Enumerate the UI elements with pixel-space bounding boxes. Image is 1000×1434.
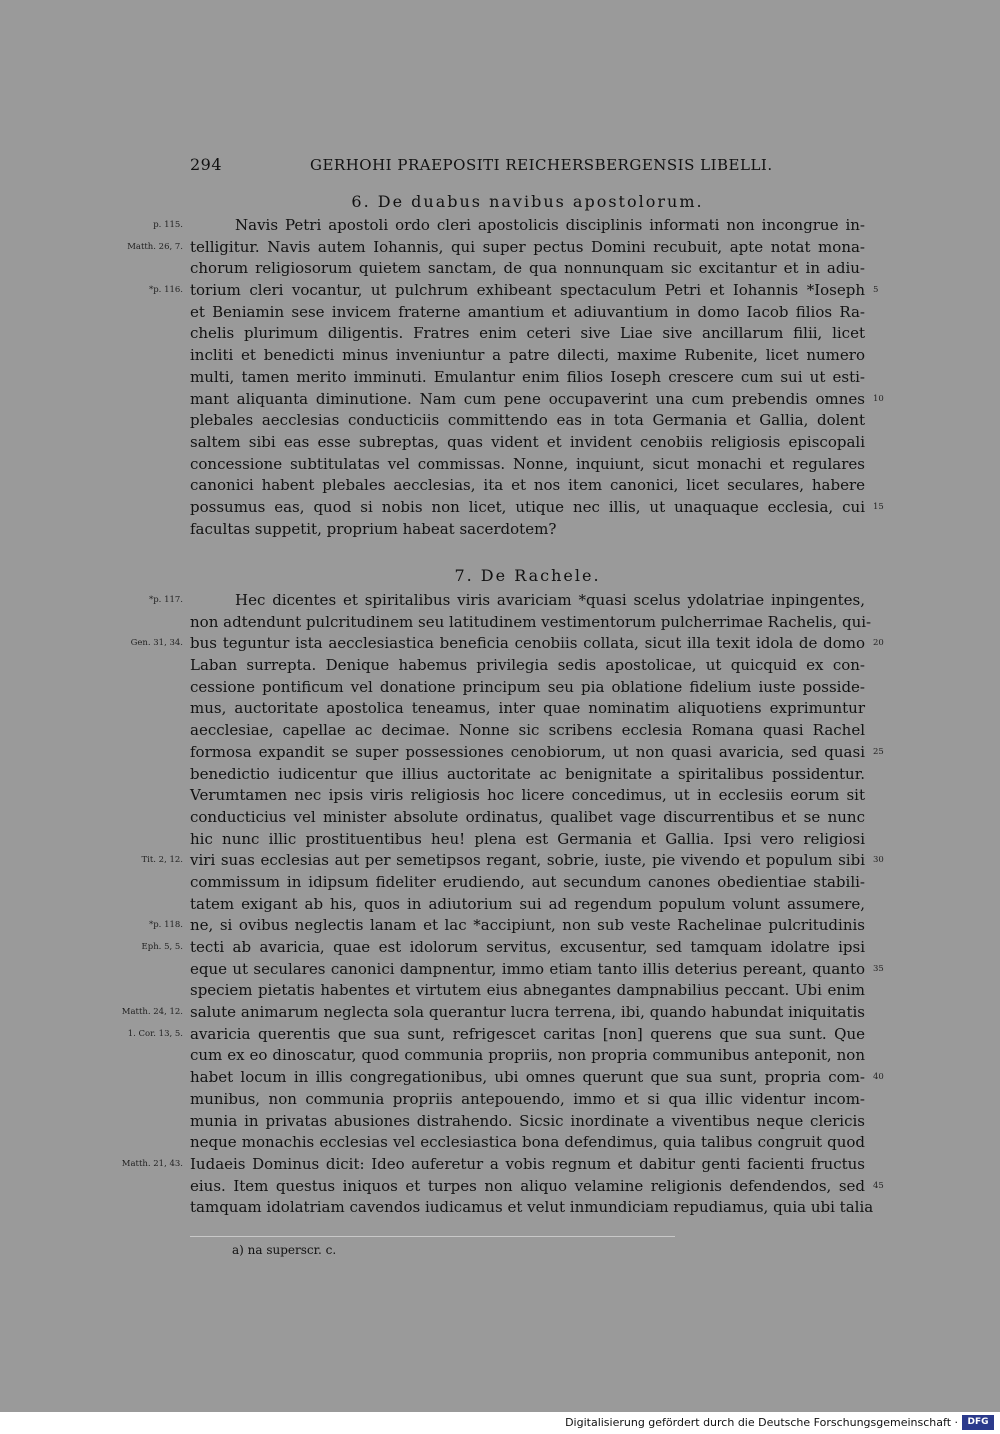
text-line: plebales aecclesias conducticiis committendo eas in tota Germania et Gallia, dolent bbox=[190, 411, 865, 430]
text-line: viri suas ecclesias aut per semetipsos regant, sobrie, iuste, pie vivendo et populum sibi Tit. 2, 12. 30 bbox=[190, 850, 865, 872]
line-number: 25 bbox=[873, 746, 884, 757]
text-line: saltem sibi eas esse subreptas, quas vident et invident cenobiis religiosis episcopali bbox=[190, 432, 865, 451]
margin-reference: *p. 118. bbox=[148, 920, 183, 931]
text-line: aecclesiae, capellae ac decimae. Nonne sic scribens ecclesia Romana quasi Rachel bbox=[190, 721, 865, 740]
text-line: cessione pontificum vel donatione principum seu pia oblatione fidelium iuste posside- bbox=[190, 677, 865, 696]
page-header bbox=[190, 155, 865, 179]
line-number: 40 bbox=[873, 1072, 884, 1083]
text-line: chorum religiosorum quietem sanctam, de qua nonnunquam sic excitantur et in adiu- bbox=[190, 259, 865, 278]
text-line: formosa expandit se super possessiones cenobiorum, ut non quasi avaricia, sed quasi 25 bbox=[190, 742, 865, 764]
text-line: habet locum in illis congregationibus, ubi omnes querunt que sua sunt, propria com- 40 bbox=[190, 1067, 865, 1089]
margin-reference: *p. 117. bbox=[148, 595, 183, 605]
page-number: 294 bbox=[190, 155, 223, 174]
text-line: avaricia querentis que sua sunt, refrigescet caritas [non] querens que sua sunt. Que 1. Cor. 13, 5. bbox=[190, 1024, 865, 1046]
text-line: Hec dicentes et spiritalibus viris avariciam *quasi scelus ydolatriae inpingentes, *p. 117. bbox=[190, 590, 865, 612]
margin-reference: Tit. 2, 12. bbox=[141, 855, 183, 866]
text-line: munia in privatas abusiones distrahendo. Sicsic inordinate a viventibus neque clericis bbox=[190, 1111, 865, 1130]
text-line: torium cleri vocantur, ut pulchrum exhibeant spectaculum Petri et Iohannis *Ioseph *p. 116. 5 bbox=[190, 280, 865, 302]
text-line: eque ut seculares canonici dampnentur, immo etiam tanto illis deterius pereant, quanto 35 bbox=[190, 959, 865, 981]
text-line: Verumtamen nec ipsis viris religiosis hoc licere concedimus, ut in ecclesiis eorum sit bbox=[190, 786, 865, 805]
section-6-heading: 6. De duabus navibus apostolorum. bbox=[351, 192, 704, 211]
text-line: possumus eas, quod si nobis non licet, utique nec illis, ut unaquaque ecclesia, cui 15 bbox=[190, 497, 865, 519]
text-line: Iudaeis Dominus dicit: Ideo auferetur a vobis regnum et dabitur genti facienti fructus Matth. 21, 43. bbox=[190, 1154, 865, 1176]
text-line: tamquam idolatriam cavendos iudicamus et velut inmundiciam repudiamus, quia ubi talia bbox=[190, 1198, 874, 1217]
text-line: eius. Item questus iniquos et turpes non aliquo velamine religionis defendendos, sed 45 bbox=[190, 1176, 865, 1198]
margin-reference: *p. 116. bbox=[148, 285, 183, 296]
footnote: a) na superscr. c. bbox=[232, 1243, 337, 1257]
text-line: tatem exigant ab his, quos in adiutorium sui ad regendum populum volunt assumere, bbox=[190, 894, 865, 913]
text-line: telligitur. Navis autem Iohannis, qui super pectus Domini recubuit, apte notat mona- Matth. 26, 7. bbox=[190, 237, 865, 259]
margin-reference: 1. Cor. 13, 5. bbox=[127, 1028, 183, 1039]
text-line: incliti et benedicti minus inveniuntur a patre dilecti, maxime Rubenite, licet numero bbox=[190, 346, 865, 365]
section-6-text bbox=[127, 215, 884, 540]
text-line: mant aliquanta diminutione. Nam cum pene occupaverint una cum prebendis omnes 10 bbox=[190, 389, 865, 411]
text-line: benedictio iudicentur que illius auctoritate ac benignitate a spiritalibus possidentur. bbox=[190, 764, 865, 783]
text-line: commissum in idipsum fideliter erudiendo, aut secundum canones obedientiae stabili- bbox=[190, 872, 865, 891]
text-line: hic nunc illic prostituentibus heu! plena est Germania et Gallia. Ipsi vero religiosi bbox=[190, 829, 865, 848]
dfg-logo-icon: DFG bbox=[962, 1415, 994, 1430]
text-line: munibus, non communia propriis antepouendo, immo et si qua illic videntur incom- bbox=[190, 1089, 865, 1108]
funding-text: Digitalisierung gefördert durch die Deutsche Forschungsgemeinschaft · bbox=[565, 1416, 958, 1429]
section-7-heading: 7. De Rachele. bbox=[454, 566, 601, 585]
text-line: non adtendunt pulcritudinem seu latitudinem vestimentorum pulcherrimae Rachelis, qui- bbox=[190, 612, 872, 631]
margin-reference: Matth. 26, 7. bbox=[127, 241, 183, 252]
margin-reference: p. 115. bbox=[153, 220, 183, 230]
text-line: concessione subtitulatas vel commissas. Nonne, inquiunt, sicut monachi et regulares bbox=[190, 454, 865, 473]
line-number: 5 bbox=[873, 285, 879, 296]
margin-reference: Gen. 31, 34. bbox=[130, 638, 183, 649]
text-line: chelis plurimum diligentis. Fratres enim ceteri sive Liae sive ancillarum filii, licet bbox=[190, 324, 865, 343]
line-number: 35 bbox=[873, 963, 884, 974]
text-line: speciem pietatis habentes et virtutem eius abnegantes dampnabilius peccant. Ubi enim bbox=[190, 981, 865, 1000]
text-line: salute animarum neglecta sola querantur lucra terrena, ibi, quando habundat iniquitatis Matth. 24, 12. bbox=[190, 1002, 865, 1024]
text-line: mus, auctoritate apostolica teneamus, inter quae nominatim aliquotiens exprimuntur bbox=[190, 699, 865, 718]
margin-reference: Eph. 5, 5. bbox=[141, 942, 183, 952]
margin-reference: Matth. 24, 12. bbox=[121, 1007, 183, 1018]
line-number: 45 bbox=[873, 1180, 884, 1191]
text-line: tecti ab avaricia, quae est idolorum servitus, excusentur, sed tamquam idolatre ipsi Eph. 5, 5. bbox=[190, 937, 865, 959]
text-line: cum ex eo dinoscatur, quod communia propriis, non propria communibus anteponit, non bbox=[190, 1046, 865, 1065]
text-line: neque monachis ecclesias vel ecclesiastica bona defendimus, quia talibus congruit quod bbox=[190, 1133, 865, 1152]
text-line: Laban surrepta. Denique habemus privilegia sedis apostolicae, ut quicquid ex con- bbox=[190, 656, 865, 675]
text-line: canonici habent plebales aecclesias, ita et nos item canonici, licet seculares, habere bbox=[190, 476, 865, 495]
text-line: bus teguntur ista aecclesiastica beneficia cenobiis collata, sicut illa texit idola de domo Gen. 31, 34. 20 bbox=[190, 633, 865, 655]
footnote-rule bbox=[190, 1236, 675, 1237]
text-line: multi, tamen merito imminuti. Emulantur enim filios Ioseph crescere cum sui ut esti- bbox=[190, 367, 865, 386]
margin-reference: Matth. 21, 43. bbox=[121, 1158, 183, 1169]
text-line: ne, si ovibus neglectis lanam et lac *accipiunt, non sub veste Rachelinae pulcritudinis *p. 118. bbox=[190, 915, 865, 937]
funding-bar bbox=[0, 1412, 1000, 1434]
text-line: conducticius vel minister absolute ordinatus, qualibet vage discurrentibus et se nunc bbox=[190, 807, 865, 826]
line-number: 15 bbox=[873, 501, 884, 512]
text-line: facultas suppetit, proprium habeat sacerdotem? bbox=[190, 519, 557, 538]
line-number: 10 bbox=[873, 393, 884, 404]
line-number: 30 bbox=[873, 855, 884, 866]
line-number: 20 bbox=[873, 638, 884, 649]
running-title: GERHOHI PRAEPOSITI REICHERSBERGENSIS LIBELLI. bbox=[310, 156, 773, 174]
section-7-text bbox=[121, 590, 884, 1219]
text-line: et Beniamin sese invicem fraterne amantium et adiuvantium in domo Iacob filios Ra- bbox=[190, 302, 865, 321]
text-line: Navis Petri apostoli ordo cleri apostolicis disciplinis informati non incongrue in- p. 115. bbox=[190, 215, 865, 237]
